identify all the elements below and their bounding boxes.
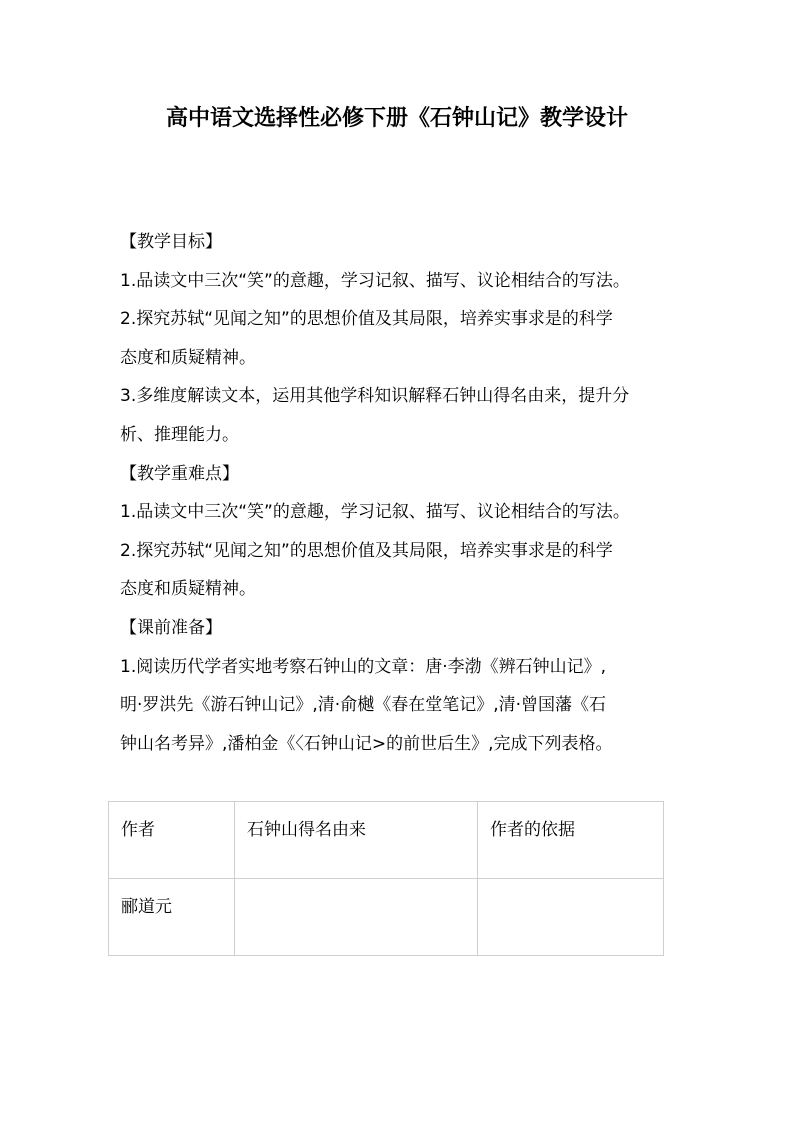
key-points-line-2: 2.探究苏轼“见闻之知”的思想价值及其局限，培养实事求是的科学 <box>120 540 613 561</box>
section-heading-preparation: 【课前准备】 <box>120 617 222 638</box>
key-points-line-1: 1.品读文中三次“笑”的意趣，学习记叙、描写、议论相结合的写法。 <box>120 502 630 523</box>
table-cell <box>478 879 664 956</box>
preparation-line-2: 明·罗洪先《游石钟山记》,清·俞樾《春在堂笔记》,清·曾国藩《石 <box>120 695 607 716</box>
preparation-line-3: 钟山名考异》,潘柏金《〈石钟山记>的前世后生》,完成下列表格。 <box>120 733 613 754</box>
table-header-cell: 作者的依据 <box>478 802 664 879</box>
table-header-cell: 作者 <box>109 802 235 879</box>
table-row <box>109 879 664 956</box>
section-heading-key-points: 【教学重难点】 <box>120 463 239 484</box>
document-body <box>120 223 680 763</box>
table-cell: 郦道元 <box>109 879 235 956</box>
section-heading-goals: 【教学目标】 <box>120 232 222 252</box>
preparation-line-1: 1.阅读历代学者实地考察石钟山的文章：唐·李渤《辨石钟山记》, <box>120 656 607 677</box>
goals-line-1: 1.品读文中三次“笑”的意趣，学习记叙、描写、议论相结合的写法。 <box>120 270 630 291</box>
goals-line-4: 3.多维度解读文本，运用其他学科知识解释石钟山得名由来，提升分 <box>120 386 630 407</box>
goals-line-2: 2.探究苏轼“见闻之知”的思想价值及其局限，培养实事求是的科学 <box>120 309 613 330</box>
table-header-row <box>109 802 664 879</box>
page-title: 高中语文选择性必修下册《石钟山记》教学设计 <box>165 106 628 131</box>
goals-line-3: 态度和质疑精神。 <box>120 347 256 368</box>
table-header-cell: 石钟山得名由来 <box>235 802 478 879</box>
goals-line-5: 析、推理能力。 <box>120 424 239 445</box>
author-origin-table <box>108 801 664 956</box>
key-points-line-3: 态度和质疑精神。 <box>120 579 256 600</box>
table-cell <box>235 879 478 956</box>
